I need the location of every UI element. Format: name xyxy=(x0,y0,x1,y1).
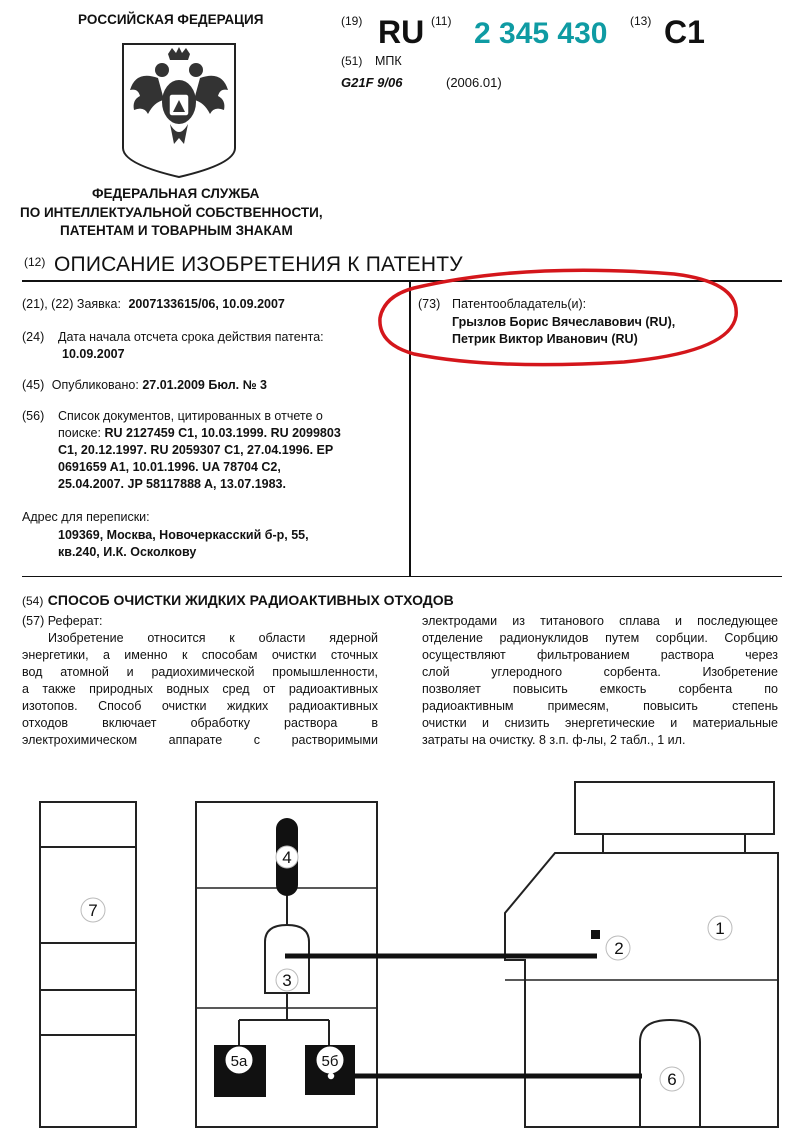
unit-7-stack xyxy=(40,802,136,1127)
apparatus-diagram xyxy=(0,770,800,1143)
section-rule xyxy=(22,576,782,577)
coat-of-arms-emblem xyxy=(118,40,240,180)
abstract-column-1 xyxy=(22,630,378,749)
patent-number: 2 345 430 xyxy=(474,17,608,50)
abstract-line: электрохимическом аппарате с растворимыми xyxy=(22,733,378,747)
abstract-line: вод атомной и радиохимической промышленности, xyxy=(22,665,378,679)
sensor-marker xyxy=(591,930,600,939)
abstract-line: осуществляют фильтрованием раствора через xyxy=(422,648,778,662)
address-line-2: кв.240, И.К. Осколкову xyxy=(58,545,197,559)
label-3: 3 xyxy=(282,971,292,990)
label-7: 7 xyxy=(88,901,98,920)
published-label: Опубликовано: xyxy=(51,378,139,392)
label-6: 6 xyxy=(667,1070,677,1089)
label-5b: 5б xyxy=(321,1053,339,1070)
inid-21-22: (21), (22) xyxy=(22,297,74,311)
inid-57: (57) xyxy=(22,614,45,628)
abstract-line: слой углеродного сорбента. Изобретение xyxy=(422,665,778,679)
abstract-line: затраты на очистку. 8 з.п. ф-лы, 2 табл., 1 ил. xyxy=(422,733,686,747)
inid-73: (73) xyxy=(418,297,441,311)
citations-search-label: поиске: xyxy=(58,426,101,440)
citations-search-value: RU 2127459 C1, 10.03.1999. RU 2099803 xyxy=(104,426,341,440)
inid-24: (24) xyxy=(22,330,45,344)
ipc-class: G21F 9/06 xyxy=(341,75,403,90)
abstract-line: а также природных водных сред от радиоактивных xyxy=(22,682,378,696)
abstract-label: Реферат: xyxy=(47,614,103,628)
invention-title-line xyxy=(22,592,454,610)
country-name: РОССИЙСКАЯ ФЕДЕРАЦИЯ xyxy=(78,12,264,27)
abstract-line: очистки и снизить энергетические и материальные xyxy=(422,716,778,730)
abstract-line: электродами из титанового сплава и последующее xyxy=(422,614,778,628)
abstract-line: позволяет повысить емкость сорбента по xyxy=(422,682,778,696)
abstract-line: изотопов. Способ очистки жидких радиоактивных xyxy=(22,699,378,713)
published-value: 27.01.2009 Бюл. № 3 xyxy=(142,378,267,392)
citations-line-2 xyxy=(58,425,341,442)
label-5a: 5а xyxy=(230,1053,248,1070)
inid-12: (12) xyxy=(24,255,46,269)
abstract-heading xyxy=(22,613,103,630)
address-label: Адрес для переписки: xyxy=(22,510,150,524)
invention-title: СПОСОБ ОЧИСТКИ ЖИДКИХ РАДИОАКТИВНЫХ ОТХОДОВ xyxy=(47,592,454,608)
kind-code: C1 xyxy=(664,14,705,50)
unit-1-body xyxy=(505,853,778,1127)
inid-13: (13) xyxy=(630,14,652,28)
country-code: RU xyxy=(378,14,425,50)
term-start-value: 10.09.2007 xyxy=(62,347,125,361)
mpk-label: МПК xyxy=(375,54,402,68)
abstract-line: радиоактивным примесям, повысить степень xyxy=(422,699,778,713)
patent-holder-1: Грызлов Борис Вячеславович (RU), xyxy=(452,315,676,329)
application-value: 2007133615/06, 10.09.2007 xyxy=(128,297,285,311)
ipc-year: (2006.01) xyxy=(446,75,502,90)
agency-line-3: ПАТЕНТАМ И ТОВАРНЫМ ЗНАКАМ xyxy=(60,223,293,238)
patent-holders-label: Патентообладатель(и): xyxy=(452,297,587,311)
label-4: 4 xyxy=(282,848,292,867)
agency-line-2: ПО ИНТЕЛЛЕКТУАЛЬНОЙ СОБСТВЕННОСТИ, xyxy=(20,205,323,220)
inid-54: (54) xyxy=(22,594,44,608)
abstract-line: энергетики, а именно к способам очистки сточных xyxy=(22,648,378,662)
citations-line-1: Список документов, цитированных в отчете о xyxy=(58,409,323,423)
label-2: 2 xyxy=(614,939,624,958)
address-line-1: 109369, Москва, Новочеркасский б-р, 55, xyxy=(58,528,309,542)
unit-1-top-box xyxy=(575,782,774,834)
agency-line-1: ФЕДЕРАЛЬНАЯ СЛУЖБА xyxy=(92,186,260,201)
application-label: Заявка: xyxy=(76,297,121,311)
field-21-22 xyxy=(22,296,285,313)
abstract-line: Изобретение относится к области ядерной xyxy=(48,631,378,645)
inid-19: (19) xyxy=(341,14,363,28)
inid-45: (45) xyxy=(22,378,45,392)
abstract-line: отходов включает обработку раствора в xyxy=(22,716,378,730)
patent-holder-2: Петрик Виктор Иванович (RU) xyxy=(452,332,638,346)
citations-line-3: C1, 20.12.1997. RU 2059307 C1, 27.04.1996. EP xyxy=(58,443,334,457)
citations-line-4: 0691659 A1, 10.01.1996. UA 78704 C2, xyxy=(58,460,281,474)
inid-51: (51) xyxy=(341,54,363,68)
field-45 xyxy=(22,377,267,394)
document-title: ОПИСАНИЕ ИЗОБРЕТЕНИЯ К ПАТЕНТУ xyxy=(54,253,463,276)
inid-56: (56) xyxy=(22,409,45,423)
abstract-column-2 xyxy=(422,613,778,749)
inid-11: (11) xyxy=(431,14,452,28)
abstract-line: отделение радионуклидов путем сорбции. Сорбцию xyxy=(422,631,778,645)
term-start-label: Дата начала отсчета срока действия патента: xyxy=(58,330,324,344)
citations-line-5: 25.04.2007. JP 58117888 A, 13.07.1983. xyxy=(58,477,286,491)
label-1: 1 xyxy=(715,919,725,938)
red-highlight-ellipse xyxy=(374,266,744,370)
